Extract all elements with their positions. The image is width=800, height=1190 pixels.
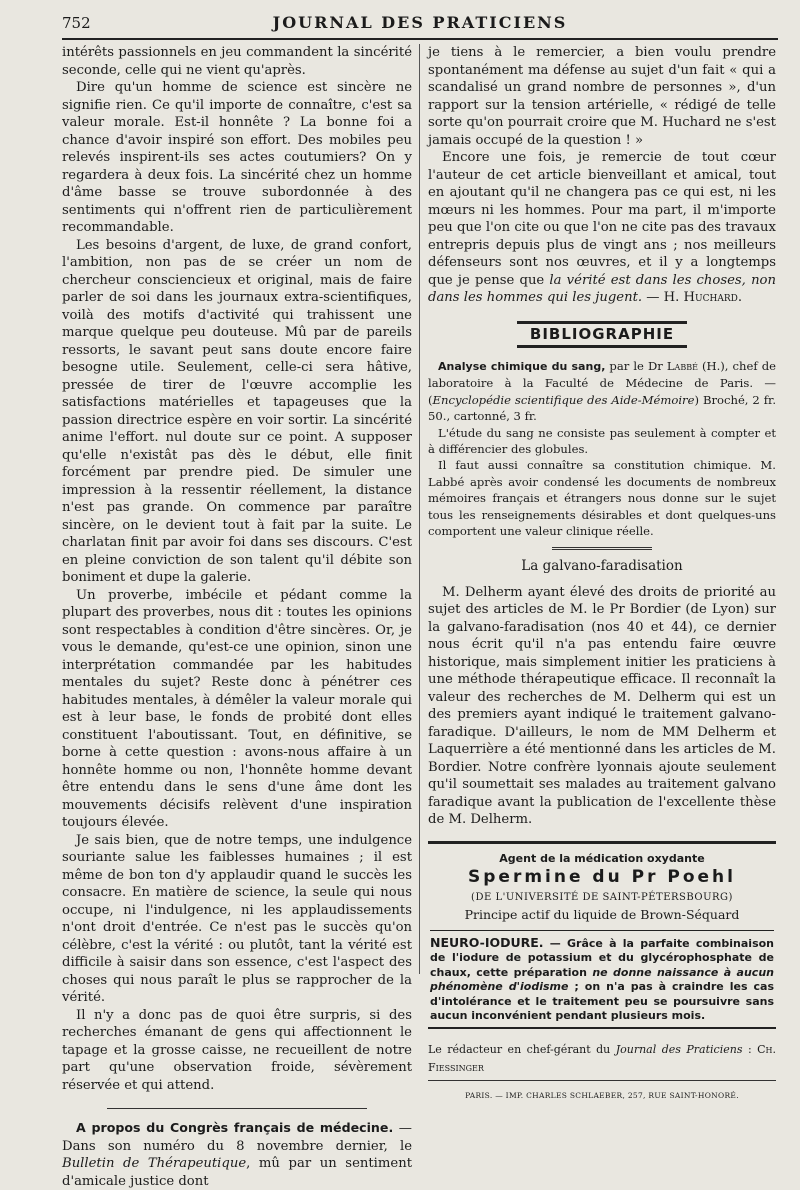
paragraph: Les besoins d'argent, de luxe, de grand confort, l'ambition, non pas de se créer un nom de chercheur consciencieux et original, mais de faire parler de soi dans les journaux extra-scientifiques, voilà des motifs d'activité qui trahissent une marque quelque peu douteuse. Mû par de pareils ressorts, le savant peut sans doute encore faire besogne utile. Seulement, celle-ci sera hâtive, pressée de tirer de l'œuvre accomplie les satisfactions matérielles et tapageuses que la passion directrice espère en voir sortir. La sincérité anime l'effort. nul doute sur ce point. A supposer qu'elle n'existât pas dès le début, elle finit forcément par prendre pied. De simuler une impression à la ressentir réellement, la distance n'est pas grande. On commence par paraître sincère, on le devient tout à fait par la suite. Le charlatan finit par avoir foi dans ses discours. C'est en pleine conviction de son talent qu'il débite son boniment et dupe la galerie. bbox=[62, 237, 412, 585]
ad-university: (DE L'UNIVERSITÉ DE SAINT-PÉTERSBOURG) bbox=[471, 891, 733, 903]
book-title: Analyse chimique du sang, bbox=[438, 360, 606, 373]
page-header bbox=[62, 10, 778, 40]
neuro-text-end: ; on n'a pas à craindre les cas d'intolérance et le traitement peu se poursuivre sans aucun inconvénient pendant plusieurs mois. bbox=[430, 980, 774, 1022]
congress-text: — Dans son numéro du 8 novembre dernier, le bbox=[62, 1121, 412, 1154]
paragraph: M. Delherm ayant élevé des droits de priorité au sujet des articles de M. le Pr Bordier (de Lyon) sur la galvano-faradisation (nos 40 et 44), ce dernier nous écrit qu'il n'a pas entendu faire œuvre historique, mais simplement initier les praticiens à une méthode thérapeutique efficace. Il reconnaît la valeur des recherches de M. Delherm qui est un des premiers ayant indiqué le traitement galvano-faradique. D'ailleurs, le nom de MM Delherm et Laquerrière a été mentionné dans les articles de M. Bordier. Notre confrère lyonnais ajoute seulement qu'il soumettait ses malades au traitement galvano faradique avant la publication de l'excellente thèse de M. Delherm. bbox=[428, 584, 776, 828]
page-number: 752 bbox=[62, 14, 91, 32]
congress-title: A propos du Congrès français de médecine. bbox=[76, 1120, 394, 1135]
author-name: Labbé bbox=[666, 359, 698, 373]
right-column bbox=[428, 44, 776, 1105]
ad-principle: Principe actif du liquide de Brown-Séquard bbox=[464, 907, 740, 923]
congress-text-end: , mû par un sentiment d'amicale justice dont bbox=[62, 1156, 412, 1189]
redactor-text: Le rédacteur en chef-gérant du bbox=[428, 1043, 616, 1057]
neuro-title: NEURO-IODURE. bbox=[430, 934, 544, 950]
ad-neuro-iodure bbox=[430, 930, 774, 1023]
paragraph-text: Encore une fois, je remercie de tout cœur l'auteur de cet article bienveillant et amical, tout en ajoutant qu'il ne changera pas ce qui est, ni les mœurs ni les hommes. Pour ma part, il m'importe peu que l'on cite ou que l'on ne cite pas des travaux entrepris depuis plus de vingt ans ; nos meilleurs défenseurs sont nos œuvres, et il y a longtemps que je pense que bbox=[428, 150, 776, 288]
section-separator bbox=[552, 547, 652, 552]
paragraph: intérêts passionnels en jeu commandent la sincérité seconde, celle qui ne vient qu'après. bbox=[62, 45, 412, 78]
bibliography-citation bbox=[428, 358, 776, 425]
printer-line: PARIS. — IMP. CHARLES SCHLAEBER, 257, RUE SAINT-HONORÉ. bbox=[465, 1091, 739, 1101]
paragraph: Il faut aussi connaître sa constitution chimique. M. Labbé après avoir condensé les documents de nombreux mémoires français et étrangers nous donne sur le sujet tous les renseignements désirables et dont quelques-uns comportent une valeur clinique réelle. bbox=[428, 458, 776, 539]
series-title: Encyclopédie scientifique des Aide-Mémoire bbox=[432, 392, 695, 407]
publication-info: ) Broché, 2 fr. 50., cartonné, 3 fr. bbox=[428, 392, 776, 424]
ad-product-name: Spermine du Pr Poehl bbox=[468, 867, 736, 888]
signature: — H. Huchard. bbox=[642, 290, 743, 305]
journal-title: JOURNAL DES PRATICIENS bbox=[272, 13, 568, 32]
redactor-journal: Journal des Praticiens bbox=[615, 1043, 743, 1057]
paragraph: Un proverbe, imbécile et pédant comme la plupart des proverbes, nous dit : toutes les opinions sont respectables à condition d'être sincères. Or, je vous le demande, qu'est-ce une opinion, sinon une interprétation commandée par les habitudes mentales du sujet? Reste donc à pénétrer ces habitudes mentales, à démêler la valeur morale qui est à leur base, le fonds de probité dont elles constituent l'aboutissant. Tout, en définitive, se borne à cette question : avons-nous affaire à un honnête homme ou non, l'honnête homme devant être entendu dans le sens d'une âme dont les mouvements décisifs relèvent d'une inspiration toujours élevée. bbox=[62, 587, 412, 830]
advertisement bbox=[428, 841, 776, 1029]
bibliography-entry bbox=[428, 358, 776, 539]
paragraph: Il n'y a donc pas de quoi être surpris, si des recherches émanant de gens qui affectionnent le tapage et la grosse caisse, ne recueillent de notre part qu'une observation froide, sévèrement réservée et qui attend. bbox=[62, 1007, 412, 1093]
ad-agent-line: Agent de la médication oxydante bbox=[499, 851, 705, 865]
paragraph: Je sais bien, que de notre temps, une indulgence souriante salue les faiblesses humaines ; il est même de bon ton d'y applaudir quand le succès les consacre. En matière de science, la seule qui nous occupe, ni l'indulgence, ni les applaudissements n'ont droit d'entrée. Ce n'est pas le succès qu'on célèbre, c'est la vérité : ou plutôt, tant la vérité est difficile à saisir dans son essence, c'est l'aspect des choses qui nous paraît le plus se rapprocher de la vérité. bbox=[62, 832, 412, 1005]
redactor-line bbox=[428, 1041, 776, 1081]
paragraph: L'étude du sang ne consiste pas seulement à compter et à différencier des globules. bbox=[428, 425, 776, 457]
galvano-heading: La galvano-faradisation bbox=[521, 558, 683, 575]
paragraph: je tiens à le remercier, a bien voulu prendre spontanément ma défense au sujet d'un fait « qui a scandalisé un grand nombre de personnes », d'un rapport sur la tension artérielle, « rédigé de telle sorte qu'on pourrait croire que M. Huchard ne s'est jamais occupé de la question ! » bbox=[428, 45, 776, 148]
bibliography-heading: BIBLIOGRAPHIE bbox=[517, 321, 687, 349]
author-prefix: par le Dr bbox=[605, 359, 667, 373]
paragraph bbox=[428, 149, 776, 307]
left-column bbox=[62, 44, 412, 1190]
congress-paragraph bbox=[62, 1119, 412, 1190]
paragraph: Dire qu'un homme de science est sincère ne signifie rien. Ce qu'il importe de connaître, c'est sa valeur morale. Est-il honnête ? La bonne foi a chance d'avoir inspiré son effort. Des mobiles peu relevés inspirent-ils ses actes coutumiers? On y regardera à deux fois. La sincérité chez un homme d'âme basse se trouve subordonnée à des sentiments qui n'offrent rien de particulièrement recommandable. bbox=[62, 80, 412, 235]
redactor-name: : Ch. Fiessinger bbox=[428, 1043, 777, 1074]
section-separator bbox=[107, 1108, 367, 1109]
quote-italic: la vérité est dans les choses, non dans les hommes qui les jugent. bbox=[428, 272, 776, 305]
bulletin-title: Bulletin de Thérapeutique bbox=[62, 1156, 247, 1171]
neuro-text: — Grâce à la parfaite combinaison de l'iodure de potassium et du glycérophosphate de chaux, cette préparation bbox=[430, 936, 774, 979]
author-affiliation: (H.), chef de laboratoire à la Faculté de Médecine de Paris. — ( bbox=[428, 359, 776, 407]
neuro-italic: ne donne naissance à aucun phénomène d'iodisme bbox=[430, 965, 774, 994]
column-divider bbox=[419, 44, 420, 974]
